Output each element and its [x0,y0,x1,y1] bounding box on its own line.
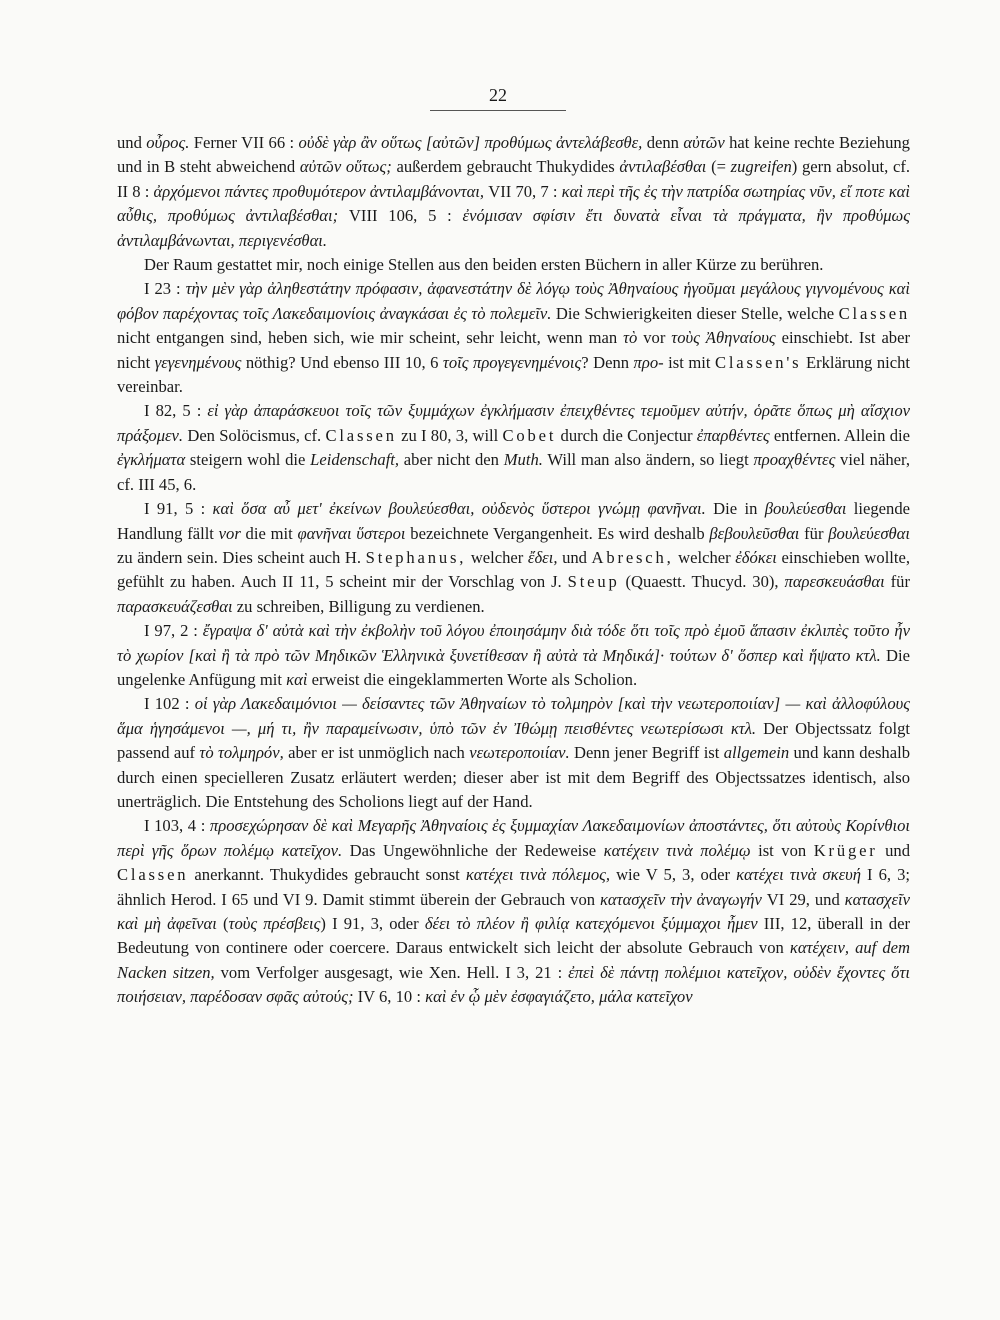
text-run: nöthig? Und ebenso III 10, 6 [241,352,443,372]
text-run: ist von [750,840,814,860]
text-run: I 103, 4 : [144,816,210,836]
text-run: VIII 106, 5 : [338,206,463,226]
text-run: Das Ungewöhnliche der Redeweise [342,840,604,860]
greek-quote: ἐδόκει [735,547,777,567]
spaced-name: Classen [325,425,397,445]
text-run: zu I 80, 3, will [396,425,503,445]
text-run: einschieben wollte, gefühlt zu haben. Auch II 11, 5 scheint mir der Vorschlag von J. [117,547,911,592]
text-run: Erklärung nicht vereinbar. [117,352,910,397]
text-run: I 6, 3; ähnlich Herod. I 65 und VI 9. Damit stimmt überein der Gebrauch von [117,865,911,909]
greek-quote: παρασκευάζεσθαι [117,596,233,616]
greek-quote: τοὺς πρέσβεις [228,914,321,933]
text-run: und [877,840,911,860]
text-run: Den Solöcismus, cf. [183,425,326,445]
text-run: welcher [466,547,528,567]
text-run: entfernen. Allein die [769,425,910,445]
spaced-name: Stephanus, [365,547,467,567]
text-run: erweist die eingeklammerten Worte als Scholion. [307,669,638,689]
greek-quote: ἐγκλήματα [117,450,186,470]
text-run: aber er ist unmöglich nach [283,743,470,763]
text-run: VII 70, 7 : [484,181,562,201]
greek-quote: κατέχει τινὰ πόλεμος, [465,865,611,885]
text-run: III, 12, überall in der Bedeutung von continere oder coercere. Daraus entwickelt sich leicht der absolute Gebrauch von [117,914,910,958]
page-body [117,131,910,1010]
greek-quote: τὴν μὲν γὰρ ἀληθεστάτην πρόφασιν, ἀφανεστάτην δὲ λόγῳ τοὺς Ἀθηναίους ἡγοῦμαι μεγάλους γιγνομένους καὶ φόβον παρέχοντας τοῖς Λακεδαιμονίοις ἀναγκάσαι ἐς τὸ πολεμεῖν. [117,279,910,323]
text-run: I 23 : [144,279,186,299]
text-run: vor [637,328,672,348]
greek-quote: auf dem Nacken sitzen, [117,938,910,982]
greek-quote: καὶ περὶ τῆς ἐς τὴν πατρίδα σωτηρίας νῦν, εἴ ποτε καὶ αὖθις, προθύμως ἀντιλαβέσθαι; [117,181,910,226]
greek-quote: τοῖς προγεγενημένοις [442,352,582,372]
greek-quote: βουλεύεσθαι [828,523,910,543]
greek-quote: ἐνόμισαν σφίσιν ἔτι δυνατὰ εἶναι τὰ πράγματα, ἢν προθύμως ἀντιλαμβάνωνται, περιγενέσθαι. [117,206,910,250]
text-run: Will man also ändern, so liegt [542,450,754,470]
text-run: Der Objectssatz folgt passend auf [117,718,910,763]
spaced-name: Steup [567,572,620,592]
text-run: Der Raum gestattet mir, noch einige Stellen aus den beiden ersten Büchern in aller Kürze zu berühren. [144,255,824,275]
text-run: ) gern absolut, cf. II 8 : [117,157,910,201]
text-run: außerdem gebraucht Thukydides [391,157,620,177]
greek-quote: ἀρχόμενοι πάντες προθυμότερον ἀντιλαμβάνονται, [153,181,485,201]
spaced-name: Krüger [813,840,878,860]
text-run: Die in [705,499,765,519]
greek-quote: βεβουλεῦσθαι [709,523,800,543]
spaced-name: Cobet [502,425,557,445]
text-run: Denn jener Begriff ist [569,743,724,763]
spaced-name: Classen's [714,352,802,372]
text-run: liegende Handlung fällt [117,499,911,543]
greek-quote: ἐπεὶ δὲ πάντῃ πολέμιοι κατεῖχον, οὐδὲν ἔχοντες ὅτι ποιήσειαν, παρέδοσαν σφᾶς αὐτούς; [117,962,910,1007]
greek-quote: καὶ ἐν ᾧ μὲν ἐσφαγιάζετο, μάλα κατεῖχον [425,987,693,1007]
greek-quote: τὸ [623,328,638,348]
text-run: zu ändern sein. Dies scheint auch H. [117,547,366,567]
greek-quote: vor [218,523,241,543]
text-run: nicht entgangen sind, heben sich, wie mir scheint, sehr leicht, wenn man [117,328,624,348]
paragraph [117,399,910,497]
text-run: Die ungelenke Anfügung mit [117,645,910,689]
greek-quote: αὐτῶν [683,133,725,152]
text-run: (Quaestt. Thucyd. 30), [619,572,785,592]
paragraph [117,131,910,253]
greek-quote: zugreifen [730,157,792,177]
text-run: steigern wohl die [185,450,311,470]
text-run: welcher [673,547,736,567]
greek-quote: οὖρος. [146,133,190,152]
greek-quote: βουλεύεσθαι [764,499,847,519]
text-run: ? Denn [581,352,634,372]
paragraph [117,253,910,277]
greek-quote: δέει τὸ πλέον ἢ φιλίᾳ κατεχόμενοι ξύμμαχοι ἦμεν [424,914,758,933]
greek-quote: τοὺς Ἀθηναίους [671,328,776,348]
text-run: hat keine rechte Beziehung und in B steht abweichend [117,133,910,177]
greek-quote: παρεσκευάσθαι [784,572,885,592]
greek-quote: προσεχώρησαν δὲ καὶ Μεγαρῆς Ἀθηναίοις ἐς ξυμμαχίαν Λακεδαιμονίων ἀποστάντες, ὅτι αὐτοὺς Κορίνθιοι περὶ γῆς ὅρων πολέμῳ κατεῖχον. [117,816,910,860]
paragraph [117,497,910,619]
greek-quote: ἔδει, [527,547,558,567]
greek-quote: εἰ γὰρ ἀπαράσκευοι τοῖς τῶν ξυμμάχων ἐγκλήμασιν ἐπειχθέντες τεμοῦμεν αὐτήν, ὁρᾶτε ὅπως μὴ αἴσχιον πράξομεν. [117,401,910,445]
greek-quote: κατέχει τινὰ σκευή [736,865,861,885]
text-run: bezeichnete Vergangenheit. Es wird deshalb [405,523,710,543]
page-number: 22 [430,84,566,111]
greek-quote: ἀντιλαβέσθαι [619,157,707,177]
greek-quote: γεγενημένους [154,352,242,372]
greek-quote: φανῆναι ὕστεροι [297,523,406,543]
text-run: für [799,523,829,543]
greek-quote: ἔγραψα δ' αὐτὰ καὶ τὴν ἐκβολὴν τοῦ λόγου ἐποιησάμην διὰ τόδε ὅτι τοῖς πρὸ ἐμοῦ ἅπασιν ἐκλιπὲς τοῦτο ἦν τὸ χωρίον [καὶ ἢ τὰ πρὸ τῶν Μηδικῶν Ἑλληνικὰ ξυνετίθεσαν ἢ αὐτὰ τὰ Μηδικά]· τούτων δ' ὅσπερ καὶ ἥψατο κτλ. [117,621,910,665]
text-run: und [117,133,147,152]
spaced-name: Abresch, [591,547,674,567]
text-run: I 82, 5 : [144,401,208,421]
greek-quote: κατασχεῖν καὶ μὴ ἀφεῖναι [117,889,910,933]
greek-quote: οὐδὲ γὰρ ἂν οὕτως [αὐτῶν] προθύμως ἀντελάβεσθε, [298,133,643,152]
text-run: anerkannt. Thukydides gebraucht sonst [188,865,466,885]
text-run: vom Verfolger ausgesagt, wie Xen. Hell. I 3, 21 : [214,962,569,982]
greek-quote: Muth. [503,450,543,470]
spaced-name: Classen [838,303,911,323]
greek-quote: Leidenschaft, [310,450,400,470]
text-run: für [884,572,911,592]
greek-quote: allgemein [723,743,790,763]
text-run: I 97, 2 : [144,621,203,641]
text-run: die mit [240,523,298,543]
text-run: VI 29, und [761,889,845,909]
text-run: einschiebt. Ist aber nicht [117,328,910,372]
text-run: ( [216,914,229,933]
paragraph [117,692,910,814]
text-run: durch die Conjectur [556,425,697,445]
greek-quote: προαχθέντες [753,450,836,470]
text-run: denn [642,133,684,152]
greek-quote: προ- [633,352,664,372]
greek-quote: νεωτεροποιίαν. [469,743,570,763]
greek-quote: κατέχειν τινὰ πολέμῳ [603,840,751,860]
text-run: und [557,547,592,567]
text-run: Die Schwierigkeiten dieser Stelle, welche [551,303,839,323]
text-run: (= [706,157,731,177]
greek-quote: αὐτῶν οὕτως; [299,157,392,177]
text-run: aber nicht den [399,450,504,470]
greek-quote: καὶ [286,669,308,689]
text-run: I 91, 5 : [144,499,213,519]
greek-quote: κατέχειν, [789,938,849,958]
greek-quote: ἐπαρθέντες [696,425,770,445]
greek-quote: κατασχεῖν τὴν ἀναγωγήν [599,889,762,909]
text-run: viel näher, cf. III 45, 6. [117,450,911,494]
text-run: wie V 5, 3, oder [610,865,737,885]
greek-quote: τὸ τολμηρόν, [199,743,284,763]
text-run: zu schreiben, Billigung zu verdienen. [232,596,485,616]
text-run: IV 6, 10 : [353,987,426,1007]
spaced-name: Classen [117,865,189,885]
text-run: ) I 91, 3, oder [320,914,425,933]
paragraph [117,619,910,692]
greek-quote: καὶ ὅσα αὖ μετ' ἐκείνων βουλεύεσθαι, οὐδενὸς ὕστεροι γνώμῃ φανῆναι. [212,499,706,519]
paragraph [117,814,910,1009]
paragraph [117,277,910,399]
text-run: Ferner VII 66 : [189,133,299,152]
text-run: und kann deshalb durch einen specielleren Zusatz erläutert werden; dieser aber ist mit dem Begriff des Objectssatzes identisch, also unerträglich. Die Entstehung des Scholions liegt auf der Hand. [117,743,910,811]
greek-quote: οἱ γὰρ Λακεδαιμόνιοι — δείσαντες τῶν Ἀθηναίων τὸ τολμηρὸν [καὶ τὴν νεωτεροποιίαν] — καὶ ἀλλοφύλους ἅμα ἡγησάμενοι —, μή τι, ἢν παραμείνωσιν, ὑπὸ τῶν ἐν Ἰθώμῃ πεισθέντες νεωτερίσωσι κτλ. [117,694,910,738]
text-run: ist mit [663,352,715,372]
text-run: I 102 : [144,694,195,714]
